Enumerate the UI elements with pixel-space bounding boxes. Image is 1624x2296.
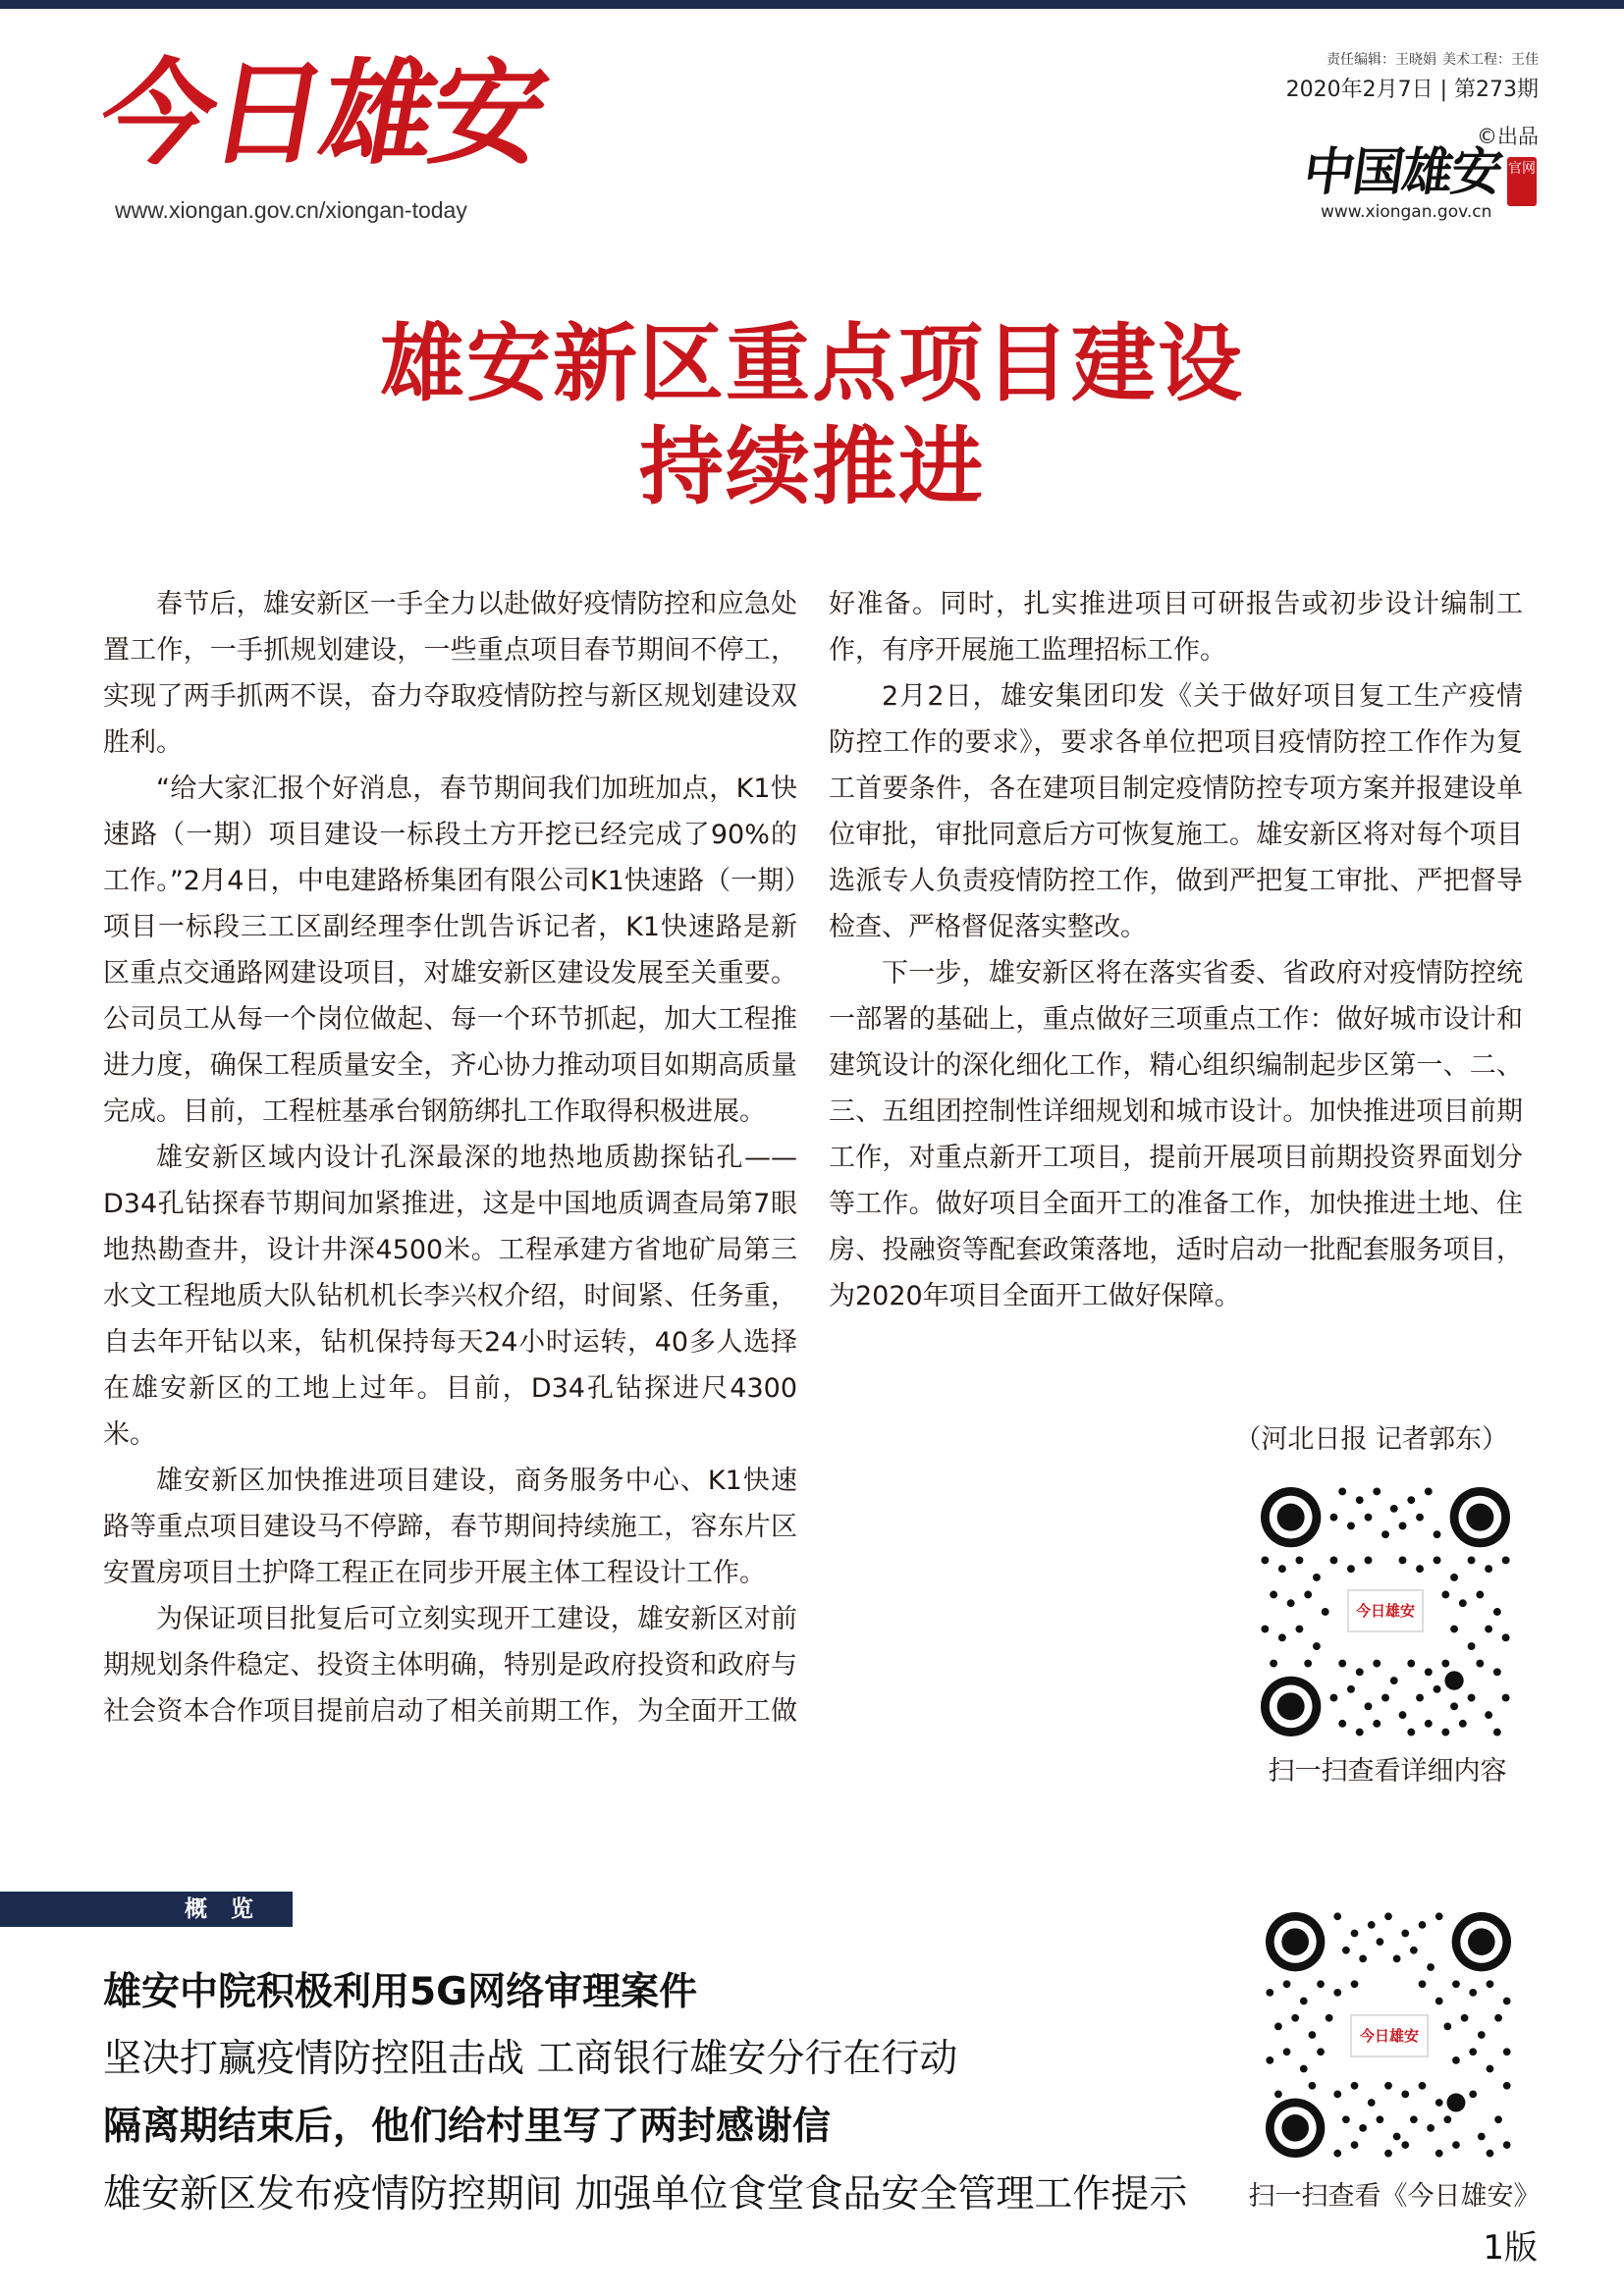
official-seal: 官网 xyxy=(1507,157,1537,206)
article-paragraph: 春节后，雄安新区一手全力以赴做好疫情防控和应急处置工作，一手抓规划建设，一些重点项目春节期间不停工，实现了两手抓两不误，奋力夺取疫情防控与新区规划建设双胜利。 xyxy=(103,589,797,758)
brand-url[interactable]: www.xiongan.gov.cn xyxy=(1321,202,1492,222)
overview-item[interactable]: 雄安新区发布疫情防控期间 加强单位食堂食品安全管理工作提示 xyxy=(103,2172,1188,2216)
article-paragraph: 下一步，雄安新区将在落实省委、省政府对疫情防控统一部署的基础上，重点做好三项重点工作：做好城市设计和建筑设计的深化细化工作，精心组织编制起步区第一、二、三、五组团控制性详细规划和城市设计。加快推进项目前期工作，对重点新开工项目，提前开展项目前期投资界面划分等工作。做好项目全面开工的准备工作，加快推进土地、住房、投融资等配套政策落地，适时启动一批配套服务项目，为2020年项目全面开工做好保障。 xyxy=(829,958,1523,1311)
overview-item[interactable]: 雄安中院积极利用5G网络审理案件 xyxy=(103,1970,698,2014)
article-paragraph: 为保证项目批复后可立刻实现开工建设，雄安新区对前期规划条件稳定、投资主体明确，特别是政府投资和政府与社会资本合作项目提前启动了相关前期工作，为全面开工做好准备。同时，扎实推进项目可研报告或初步设计编制工作，有序开展施工监理招标工作。 xyxy=(103,589,1523,1727)
editor-label: 责任编辑：王晓娟 xyxy=(1326,52,1436,68)
article-paragraph: 雄安新区加快推进项目建设，商务服务中心、K1快速路等重点项目建设马不停蹄，春节期间持续施工，容东片区安置房项目土护降工程正在同步开展主体工程设计工作。 xyxy=(103,1466,797,1588)
copyright-label: ©出品 xyxy=(1477,125,1539,148)
article-paragraph: “给大家汇报个好消息，春节期间我们加班加点，K1快速路（一期）项目建设一标段土方开挖已经完成了90%的工作。”2月4日，中电建路桥集团有限公司K1快速路（一期）项目一标段三工区副经理李仕凯告诉记者，K1快速路是新区重点交通路网建设项目，对雄安新区建设发展至关重要。公司员工从每一个岗位做起、每一个环节抓起，加大工程推进力度，确保工程质量安全，齐心协力推动项目如期高质量完成。目前，工程桩基承台钢筋绑扎工作取得积极进展。 xyxy=(103,774,797,1127)
page-number: 1版 xyxy=(1483,2228,1538,2268)
overview-item[interactable]: 隔离期结束后，他们给村里写了两封感谢信 xyxy=(103,2105,832,2149)
masthead-url[interactable]: www.xiongan.gov.cn/xiongan-today xyxy=(115,197,467,223)
top-accent-bar xyxy=(0,0,1624,9)
qr-code-newspaper[interactable] xyxy=(1265,1911,1512,2159)
page-title xyxy=(0,312,1624,518)
title-line-1: 雄安新区重点项目建设 xyxy=(380,314,1244,413)
qr-center-logo: 今日雄安 xyxy=(1350,2014,1429,2057)
qr-code-details[interactable] xyxy=(1260,1486,1511,1737)
qr-caption-newspaper: 扫一扫查看《今日雄安》 xyxy=(1248,2181,1541,2212)
issue-date: 2020年2月7日 | 第273期 xyxy=(1285,78,1539,102)
masthead-logo: 今日雄安 xyxy=(90,47,554,181)
article-paragraph: 雄安新区域内设计孔深最深的地热地质勘探钻孔——D34孔钻探春节期间加紧推进，这是中国地质调查局第7眼地热勘查井，设计井深4500米。工程承建方省地矿局第三水文工程地质大队钻机机长李兴权介绍，时间紧、任务重，自去年开钻以来，钻机保持每天24小时运转，40多人选择在雄安新区的工地上过年。目前，D34孔钻探进尺4300米。 xyxy=(103,1143,797,1450)
art-label: 美术工程：王佳 xyxy=(1442,52,1539,68)
overview-label: 概 览 xyxy=(185,1896,262,1922)
overview-item[interactable]: 坚决打赢疫情防控阻击战 工商银行雄安分行在行动 xyxy=(103,2037,958,2081)
title-line-2: 持续推进 xyxy=(639,417,985,516)
brand-logo: 中国雄安 xyxy=(1299,142,1505,202)
article-paragraph: 2月2日，雄安集团印发《关于做好项目复工生产疫情防控工作的要求》，要求各单位把项目疫情防控工作作为复工首要条件，各在建项目制定疫情防控专项方案并报建设单位审批，审批同意后方可恢复施工。雄安新区将对每个项目选派专人负责疫情防控工作，做到严把复工审批、严把督导检查、严格督促落实整改。 xyxy=(829,681,1523,942)
editor-credits xyxy=(1321,49,1539,69)
article-byline: （河北日报 记者郭东） xyxy=(1234,1424,1508,1455)
qr-caption-details: 扫一扫查看详细内容 xyxy=(1268,1756,1507,1787)
qr-center-logo: 今日雄安 xyxy=(1347,1589,1424,1632)
